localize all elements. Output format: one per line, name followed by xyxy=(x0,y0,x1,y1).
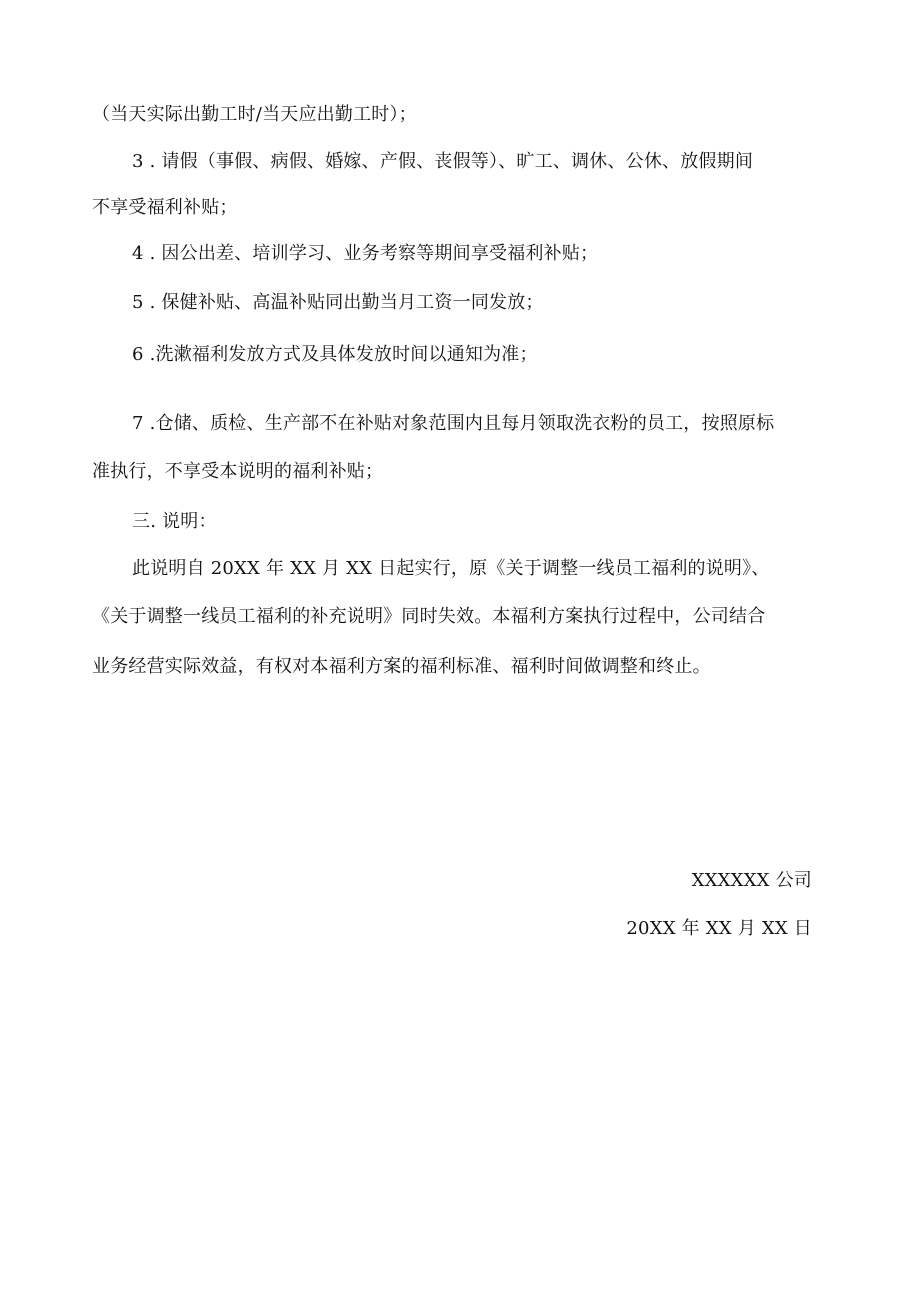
section-heading: 三. 说明： xyxy=(132,511,217,532)
paragraph-line: 4 . 因公出差、培训学习、业务考察等期间享受福利补贴； xyxy=(132,243,599,264)
signature-company: XXXXXX 公司 xyxy=(691,870,812,891)
paragraph-line: 业务经营实际效益，有权对本福利方案的福利标准、福利时间做调整和终止。 xyxy=(92,656,711,677)
paragraph-line: 准执行，不享受本说明的福利补贴； xyxy=(92,461,384,482)
paragraph-line: 此说明自 20XX 年 XX 月 XX 日起实行，原《关于调整一线员工福利的说明》、 xyxy=(132,558,770,579)
paragraph-line: 6 .洗漱福利发放方式及具体发放时间以通知为准； xyxy=(132,344,538,365)
paragraph-line: 《关于调整一线员工福利的补充说明》同时失效。本福利方案执行过程中，公司结合 xyxy=(92,606,766,627)
paragraph-line: 3 . 请假（事假、病假、婚嫁、产假、丧假等）、旷工、调休、公休、放假期间 xyxy=(132,151,754,172)
signature-date: 20XX 年 XX 月 XX 日 xyxy=(626,918,812,939)
paragraph-line: 5 . 保健补贴、高温补贴同出勤当月工资一同发放； xyxy=(132,292,544,313)
paragraph-line: 不享受福利补贴； xyxy=(92,197,238,218)
paragraph-line: （当天实际出勤工时/当天应出勤工时）； xyxy=(92,104,417,125)
paragraph-line: 7 .仓储、质检、生产部不在补贴对象范围内且每月领取洗衣粉的员工，按照原标 xyxy=(132,413,775,434)
